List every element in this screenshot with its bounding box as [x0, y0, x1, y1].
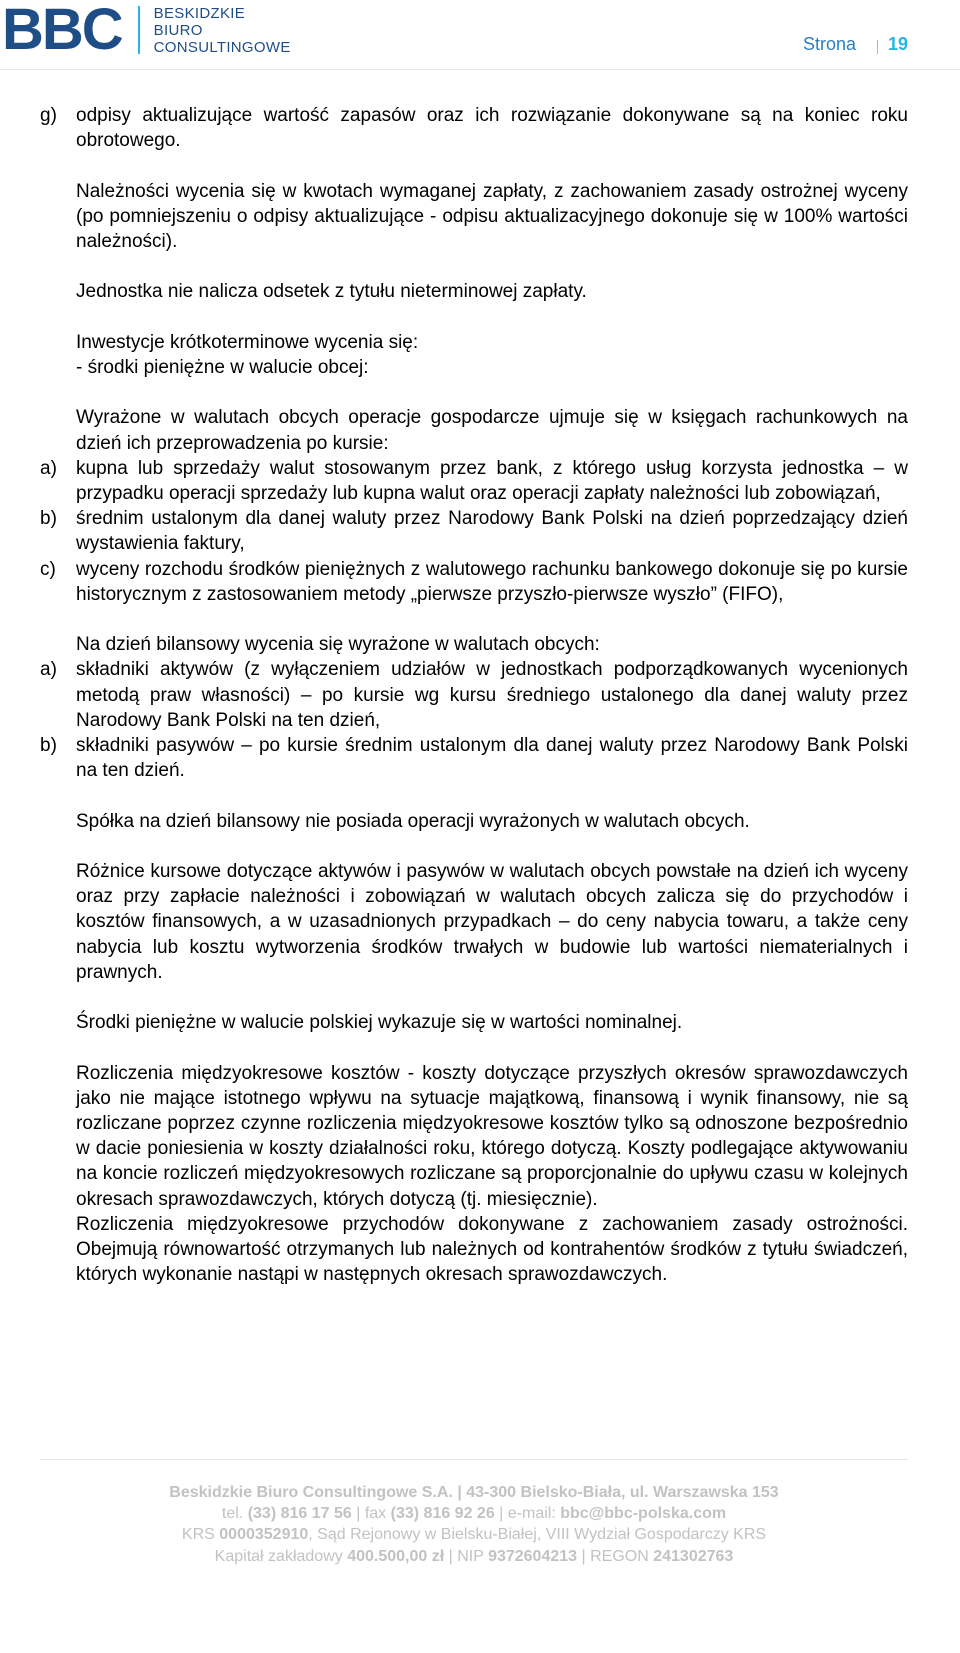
footer-company: Beskidzkie Biuro Consultingowe S.A. | 43-300 Bielsko-Biała, ul. Warszawska 153: [169, 1484, 779, 1501]
paragraph-inwestycje-1: Inwestycje krótkoterminowe wycenia się:: [76, 331, 419, 353]
page-label: Strona: [802, 34, 856, 54]
footer-nip: 9372604213: [488, 1547, 578, 1565]
paragraph-naleznosci: Należności wycenia się w kwotach wymaganej zapłaty, z zachowaniem zasady ostrożnej wyceny (po pomniejszeniu o odpisy aktualizujące - odpisu aktualizacyjnego dokonuje się w 100% wartości należności).: [76, 180, 908, 252]
logo-text: [154, 5, 291, 56]
logo-line-2: BIURO: [153, 21, 203, 39]
list-item: [40, 657, 908, 733]
logo-line-3: CONSULTINGOWE: [153, 38, 291, 56]
list-marker: b): [40, 508, 57, 530]
paragraph-roznice-kursowe: Różnice kursowe dotyczące aktywów i pasywów w walutach obcych powstałe na dzień ich wyceny oraz przy zapłacie należności i zobowiązań w walutach obcych zalicza się do przychodów i kosztów finansowych, a w uzasadnionych przypadkach – do ceny nabycia towaru, a także ceny nabycia lub kosztu wytworzenia środków trwałych w budowie lub wartości niematerialnych i prawnych.: [76, 860, 908, 983]
logo-mark: BBC: [2, 0, 122, 62]
logo-line-1: BESKIDZKIE: [153, 4, 246, 22]
list-text: odpisy aktualizujące wartość zapasów oraz ich rozwiązanie dokonywane są na koniec roku obrotowego.: [76, 105, 908, 152]
footer-phone: (33) 816 17 56: [247, 1505, 352, 1523]
paragraph-odsetki: Jednostka nie nalicza odsetek z tytułu nieterminowej zapłaty.: [76, 281, 587, 303]
paragraph-spolka: Spółka na dzień bilansowy nie posiada operacji wyrażonych w walutach obcych.: [76, 810, 750, 832]
footer-fax: (33) 816 92 26: [390, 1505, 495, 1523]
footer-court: , Sąd Rejonowy w Bielsku-Białej, VIII Wydział Gospodarczy KRS: [308, 1526, 767, 1544]
footer-line-company: [40, 1482, 908, 1503]
list-text: kupna lub sprzedaży walut stosowanym przez bank, z którego usług korzysta jednostka – w przypadku operacji sprzedaży lub kupna walut oraz operacji zapłaty należności lub zobowiązań,: [76, 457, 908, 504]
list-item-g: [40, 103, 908, 153]
list-marker: c): [40, 558, 56, 580]
list-text: średnim ustalonym dla danej waluty przez Narodowy Bank Polski na dzień poprzedzający dzień wystawienia faktury,: [76, 508, 908, 555]
paragraph-bilansowy: Na dzień bilansowy wycenia się wyrażone w walutach obcych:: [76, 634, 600, 656]
page-header: [0, 0, 960, 70]
logo-divider: [138, 6, 140, 54]
list-marker: b): [40, 735, 57, 756]
list-item: [40, 456, 908, 506]
bbc-logo: [2, 0, 291, 62]
list-item: [40, 506, 908, 556]
footer-line-capital: Kapitał zakładowy 400.500,00 zł | NIP 9372604213 | REGON 241302763: [214, 1547, 734, 1565]
list-marker: a): [40, 457, 57, 479]
footer-capital: 400.500,00 zł: [347, 1547, 445, 1565]
footer-line-krs: KRS 0000352910, Sąd Rejonowy w Bielsku-Białej, VIII Wydział Gospodarczy KRS: [181, 1526, 767, 1544]
page-separator: [877, 40, 878, 54]
paragraph-wyrazone: Wyrażone w walutach obcych operacje gospodarcze ujmuje się w księgach rachunkowych na dzień ich przeprowadzenia po kursie:: [76, 407, 908, 454]
footer-email: bbc@bbc-polska.com: [560, 1505, 727, 1523]
list-item: [40, 733, 908, 783]
list-marker: g): [40, 105, 57, 126]
list-item: [40, 557, 908, 607]
document-body: [40, 103, 908, 1287]
paragraph-inwestycje-2: - środki pieniężne w walucie obcej:: [76, 356, 369, 378]
footer-line-contact: tel. (33) 816 17 56 | fax (33) 816 92 26 | e-mail: bbc@bbc-polska.com: [221, 1505, 727, 1523]
list-marker: a): [40, 659, 57, 681]
list-text: składniki aktywów (z wyłączeniem udziałów w jednostkach podporządkowanych wycenionych metodą praw własności) – po kursie wg kursu średniego ustalonego dla danej waluty przez Narodowy Bank Polski na ten dzień,: [76, 659, 908, 731]
paragraph-rozliczenia-kosztow: Rozliczenia międzyokresowe kosztów - koszty dotyczące przyszłych okresów sprawozdawczych jako nie mające istotnego wpływu na sytuacje majątkową, finansową i wynik finansowy, nie są rozliczane poprzez czynne rozliczenia międzyokresowe kosztów tylko są odnoszone bezpośrednio w dacie poniesienia w koszty działalności roku, którego dotyczą. Koszty podlegające aktywowaniu na koncie rozliczeń międzyokresowych rozliczane są proporcjonalnie do upływu czasu w kolejnych okresach sprawozdawczych, których dotyczą (tj. miesięcznie).: [76, 1062, 908, 1210]
footer-krs: 0000352910: [219, 1526, 309, 1544]
footer-regon: 241302763: [653, 1547, 734, 1565]
page-indicator: [760, 34, 960, 58]
paragraph-rozliczenia-przychodow: Rozliczenia międzyokresowe przychodów dokonywane z zachowaniem zasady ostrożności. Obejmują równowartość otrzymanych lub należnych od kontrahentów środków z tytułu świadczeń, których wykonanie nastąpi w następnych okresach sprawozdawczych.: [76, 1213, 908, 1286]
page-number: 19: [887, 34, 908, 54]
list-text: składniki pasywów – po kursie średnim ustalonym dla danej waluty przez Narodowy Bank Polski na ten dzień.: [76, 735, 908, 782]
list-text: wyceny rozchodu środków pieniężnych z walutowego rachunku bankowego dokonuje się po kursie historycznym z zastosowaniem metody „pierwsze przyszło-pierwsze wyszło” (FIFO),: [76, 558, 908, 605]
page-footer: [40, 1459, 908, 1567]
paragraph-srodki-pieniezne: Środki pieniężne w walucie polskiej wykazuje się w wartości nominalnej.: [76, 1012, 683, 1034]
